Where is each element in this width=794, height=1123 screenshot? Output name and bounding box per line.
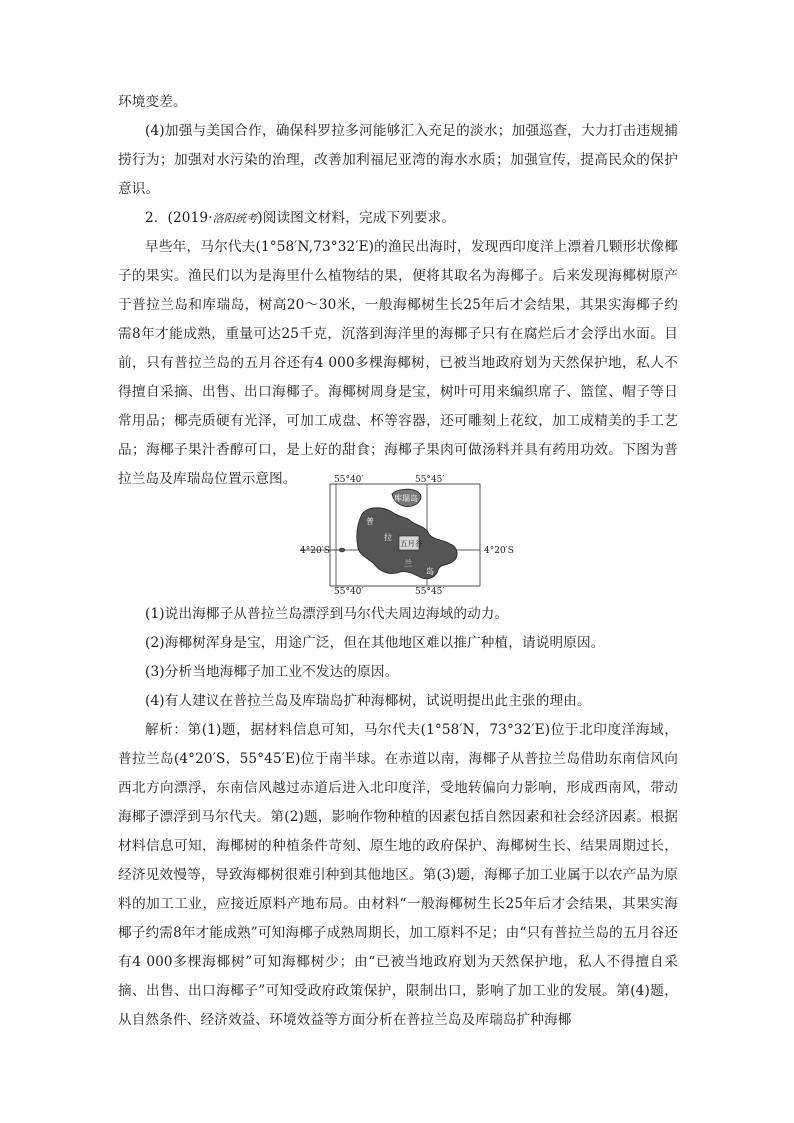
curieuse-label: 库瑞岛 <box>394 494 418 503</box>
island-label-la: 拉 <box>384 533 392 542</box>
subquestion-2: (2)海椰树浑身是宝，用途广泛，但在其他地区难以推广种植，请说明原因。 <box>145 635 605 651</box>
island-label-dao: 岛 <box>426 567 434 576</box>
question-source-tag: 洛阳统考 <box>212 212 258 225</box>
question-header <box>118 204 678 233</box>
lat-label-left: 4°20′S <box>300 546 330 556</box>
prev-answer-para-4: (4)加强与美国合作，确保科罗拉多河能够汇入充足的淡水；加强巡查，大力打击违规捕捞行为；加强对水污染的治理，改善加利福尼亚湾的海水水质；加强宣传，提高民众的保护意识。 <box>118 123 678 197</box>
subquestion-1: (1)说出海椰子从普拉兰岛漂浮到马尔代夫周边海域的动力。 <box>145 606 509 622</box>
subquestion-4: (4)有人建议在普拉兰岛及库瑞岛扩种海椰树，试说明提出此主张的理由。 <box>145 693 591 709</box>
lon-label-right-bottom: 55°45′ <box>415 587 445 594</box>
question-instruction: 阅读图文材料，完成下列要求。 <box>262 210 456 226</box>
prev-answer-line: 环境变差。 <box>118 94 187 110</box>
subquestion-3: (3)分析当地海椰子加工业不发达的原因。 <box>145 664 399 680</box>
analysis-text: 解析：第(1)题，据材料信息可知，马尔代夫(1°58′N，73°32′E)位于北印度洋海域，普拉兰岛(4°20′S，55°45′E)位于南半球。在赤道以南，海椰子从普拉兰岛借助东南信风向西北方向漂浮，东南信风越过赤道后进入北印度洋，受地转偏向力影响，形成西南风，带动海椰子漂浮到马尔代夫。第(2)题，影响作物种植的因素包括自然因素和社会经济因素。根据材料信息可知，海椰树的种植条件苛刻、原生地的政府保护、海椰树生长、结果周期过长，经济见效慢等，导致海椰树很难引种到其他地区。第(3)题，海椰子加工业属于以农产品为原料的加工工业，应接近原料产地布局。由材料“一般海椰树生长25年后才会结果，其果实海椰子约需8年才能成熟”可知海椰子成熟周期长，加工原料不足；由“只有普拉兰岛的五月谷还有4 000多棵海椰树”可知海椰树少；由“已被当地政府划为天然保护地，私人不得擅自采摘、出售、出口海椰子”可知受政府政策保护，限制出口，影响了加工业的发展。第(4)题，从自然条件、经济效益、环境效益等方面分析在普拉兰岛及库瑞岛扩种海椰 <box>118 722 678 1028</box>
island-label-lan: 兰 <box>404 559 412 568</box>
question-material: 早些年，马尔代夫(1°58′N,73°32′E)的渔民出海时，发现西印度洋上漂着几颗形状像椰子的果实。渔民们以为是海里什么植物结的果，便将其取名为海椰子。后来发现海椰树原产于普拉兰岛和库瑞岛，树高20～30米，一般海椰树生长25年后才会结果，其果实海椰子约需8年才能成熟，重量可达25千克，沉落到海洋里的海椰子只有在腐烂后才会浮出水面。目前，只有普拉兰岛的五月谷还有4 000多棵海椰树，已被当地政府划为天然保护地，私人不得擅自采摘、出售、出口海椰子。海椰树周身是宝，树叶可用来编织席子、篮筐、帽子等日常用品；椰壳质硬有光泽，可加工成盘、杯等容器，还可雕刻上花纹，加工成精美的手工艺品；海椰子果汁香醇可口，是上好的甜食；海椰子果肉可做汤料并具有药用功效。下图为普拉兰岛及库瑞岛位置示意图。 <box>118 239 678 487</box>
lon-label-left-top: 55°40′ <box>334 475 364 485</box>
question-number: 2． <box>145 210 168 226</box>
question-source-open: (2019· <box>167 210 213 226</box>
subquestion-block <box>118 600 678 1035</box>
location-map <box>300 474 540 594</box>
lon-label-right-top: 55°45′ <box>415 475 445 485</box>
top-text-block <box>118 88 678 494</box>
island-label-pu: 普 <box>366 517 374 526</box>
lat-label-right: 4°20′S <box>484 546 514 556</box>
lon-label-left-bottom: 55°40′ <box>334 587 364 594</box>
islet-west <box>339 548 345 552</box>
question-source-close: ) <box>257 210 263 226</box>
map-svg <box>300 474 540 594</box>
valley-label: 五月谷 <box>400 539 423 548</box>
